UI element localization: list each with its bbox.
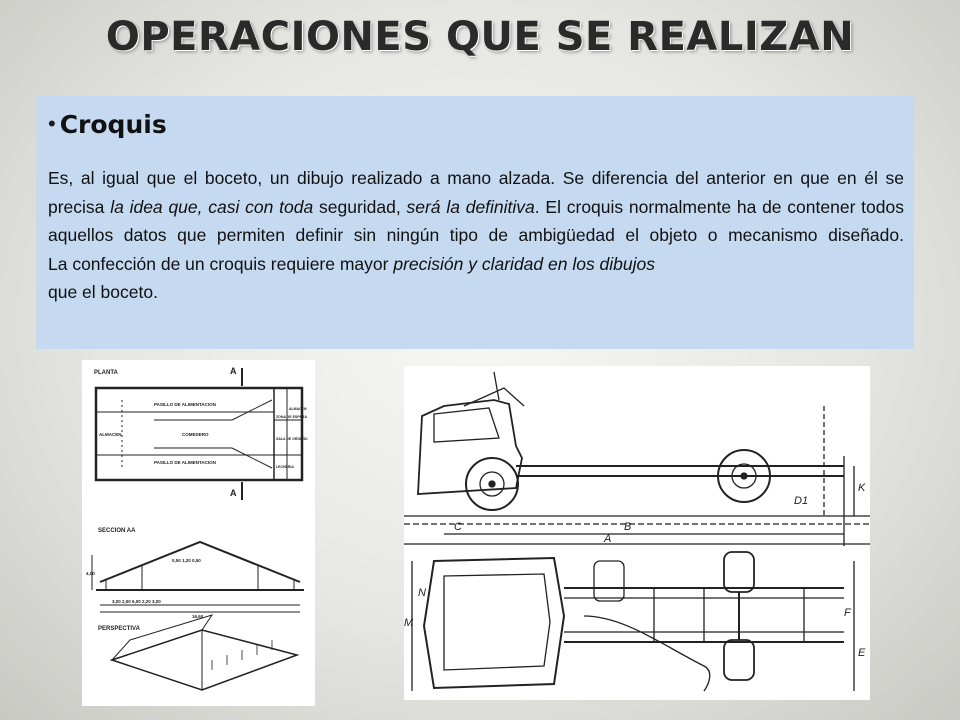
- label-pasillo-top: PASILLO DE ALIMENTACION: [154, 402, 216, 407]
- bullet-dot-icon: •: [48, 111, 56, 136]
- label-zona-espera: ZONA DE ESPERA: [276, 415, 307, 419]
- label-comedero: COMEDERO: [182, 432, 209, 437]
- label-pasillo-bottom: PASILLO DE ALIMENTACION: [154, 460, 216, 465]
- dim-label-e: E: [858, 647, 866, 659]
- paragraph-definition-run: Es, al igual que el boceto, un dibujo realizado a mano alzada. Se diferencia del anterior en que en él se precisa: [48, 168, 904, 217]
- dim-label-n: N: [418, 587, 426, 599]
- paragraph-definition-run: la idea que, casi con toda: [110, 196, 314, 217]
- barn-sketch-image: [82, 360, 315, 706]
- slide-title: OPERACIONES QUE SE REALIZAN: [105, 14, 855, 60]
- label-dim-top: 0,50 1,20 0,50: [172, 558, 201, 563]
- paragraph-definition-run: seguridad,: [313, 196, 407, 217]
- dim-label-m: M: [404, 617, 414, 629]
- label-seccion: SECCION AA: [98, 528, 136, 534]
- label-dim-height: 4,00: [86, 571, 95, 576]
- paragraph-definition-run: . El croquis normalmente ha de contener todos aquellos datos que permiten definir sin ningún tipo de ambigüedad el objeto o mecanismo diseñado.: [48, 196, 904, 245]
- label-sala-ordeno: SALA DE ORDEÑO: [276, 437, 308, 441]
- dim-label-k: K: [858, 482, 866, 494]
- truck-chassis-drawing: [404, 366, 870, 700]
- label-lecheria: LECHERIA: [276, 465, 294, 469]
- label-dim-row: 3,00 2,00 6,00 2,20 3,00: [112, 599, 161, 604]
- dim-label-a: A: [604, 533, 612, 545]
- bullet-row: [48, 106, 904, 142]
- truck-chassis-sketch-image: [404, 366, 870, 700]
- paragraph-conclusion: que el boceto.: [48, 282, 158, 302]
- paragraph-definition: [48, 164, 904, 250]
- paragraph-requirements-run: precisión y claridad en los dibujos: [393, 253, 656, 274]
- label-section-a-bottom: A: [230, 488, 237, 498]
- label-perspectiva: PERSPECTIVA: [98, 626, 140, 632]
- dim-label-d1: D1: [794, 495, 809, 507]
- bullet-heading: Croquis: [59, 109, 167, 139]
- dim-label-b: B: [624, 521, 632, 533]
- paragraph-requirements: [48, 250, 904, 279]
- label-dim-total: 16,60: [192, 614, 204, 619]
- label-almacen: ALMACEN: [99, 432, 122, 437]
- label-almacen-right: ALMACEN: [289, 407, 307, 411]
- paragraph-requirements-run: La confección de un croquis requiere mayor: [48, 253, 394, 274]
- dim-label-c: C: [454, 521, 462, 533]
- paragraph-definition-run: será la definitiva: [406, 196, 535, 217]
- label-planta: PLANTA: [94, 370, 118, 376]
- dim-label-f: F: [844, 607, 851, 619]
- barn-sketch-drawing: [82, 360, 315, 706]
- label-section-a-top: A: [230, 366, 237, 376]
- content-text-box: [36, 96, 914, 349]
